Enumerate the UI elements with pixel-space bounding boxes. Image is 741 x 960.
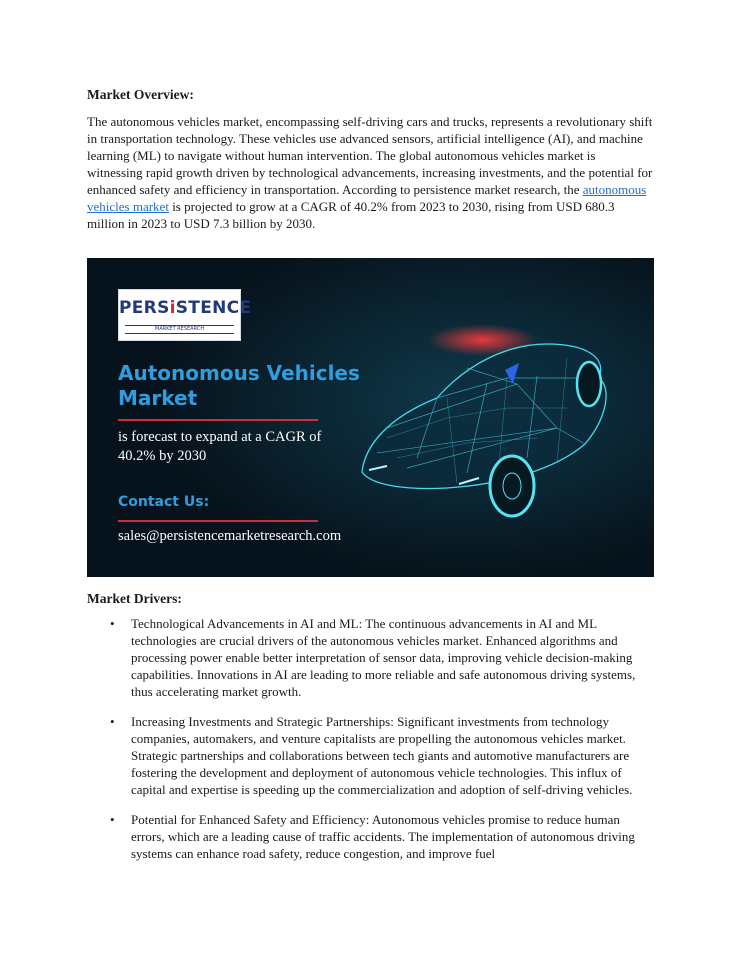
market-drivers-section bbox=[87, 590, 654, 875]
banner-email: sales@persistencemarketresearch.com bbox=[118, 528, 342, 544]
logo-wordmark bbox=[119, 298, 252, 318]
market-overview-section bbox=[87, 86, 654, 232]
rear-wheel bbox=[577, 362, 601, 406]
overview-text-after-link: is projected to grow at a CAGR of 40.2% from 2023 to 2030, rising from USD 680.3 million in 2023 to USD 7.3 billion by 2030. bbox=[87, 199, 615, 231]
market-overview-paragraph bbox=[87, 113, 654, 232]
drivers-list bbox=[87, 615, 654, 862]
banner-contact-label: Contact Us: bbox=[118, 494, 210, 510]
banner-title: Autonomous Vehicles Market bbox=[118, 361, 360, 410]
market-drivers-heading: Market Drivers: bbox=[87, 591, 182, 606]
driver-text: Increasing Investments and Strategic Partnerships: Significant investments from technology companies, automakers, and venture capitalists are propelling the autonomous vehicles market. Strategic partnerships and collaborations between tech giants and automotive manufacturers are fostering the development and deployment of autonomous vehicle technologies. This influx of capital and expertise is speeding up the commercialization and adoption of self-driving vehicles. bbox=[131, 714, 633, 797]
logo-text-accent: i bbox=[169, 298, 176, 318]
logo-text-a: PERS bbox=[119, 298, 170, 318]
market-overview-heading: Market Overview: bbox=[87, 87, 194, 102]
logo-text-b: STENCE bbox=[175, 298, 252, 318]
autonomous-vehicles-market-link[interactable]: autonomous vehicles market bbox=[87, 182, 647, 214]
list-item bbox=[87, 713, 654, 798]
driver-text: Potential for Enhanced Safety and Efficiency: Autonomous vehicles promise to reduce human errors, which are a leading cause of traffic accidents. The implementation of autonomous driving systems can enhance road safety, reduce congestion, and improve fuel bbox=[131, 812, 635, 861]
list-item bbox=[87, 615, 654, 700]
banner-forecast: is forecast to expand at a CAGR of 40.2% by 2030 bbox=[118, 429, 322, 464]
bullet-icon: • bbox=[110, 616, 115, 631]
banner-divider-2 bbox=[118, 520, 318, 522]
market-banner-image bbox=[87, 258, 654, 577]
list-item bbox=[87, 811, 654, 862]
banner-divider-1 bbox=[118, 419, 318, 421]
overview-text-before-link: The autonomous vehicles market, encompassing self-driving cars and trucks, represents a revolutionary shift in transportation technology. These vehicles use advanced sensors, artificial intelligence (AI), and machine learning (ML) to navigate without human intervention. The global autonomous vehicles market is witnessing rapid growth driven by technological advancements, increasing investments, and the potential for enhanced safety and efficiency in transportation. According to persistence market research, the bbox=[87, 114, 653, 197]
driver-text: Technological Advancements in AI and ML: The continuous advancements in AI and ML technologies are crucial drivers of the autonomous vehicles market. Enhanced algorithms and processing power enable better interpretation of sensor data, improving vehicle decision-making capabilities. Innovations in AI are leading to more reliable and safe autonomous driving systems, thus accelerating market growth. bbox=[131, 616, 636, 699]
persistence-logo bbox=[118, 289, 252, 341]
bullet-icon: • bbox=[110, 812, 115, 827]
front-wheel bbox=[490, 456, 534, 516]
logo-subtitle: MARKET RESEARCH bbox=[125, 325, 234, 334]
bullet-icon: • bbox=[110, 714, 115, 729]
